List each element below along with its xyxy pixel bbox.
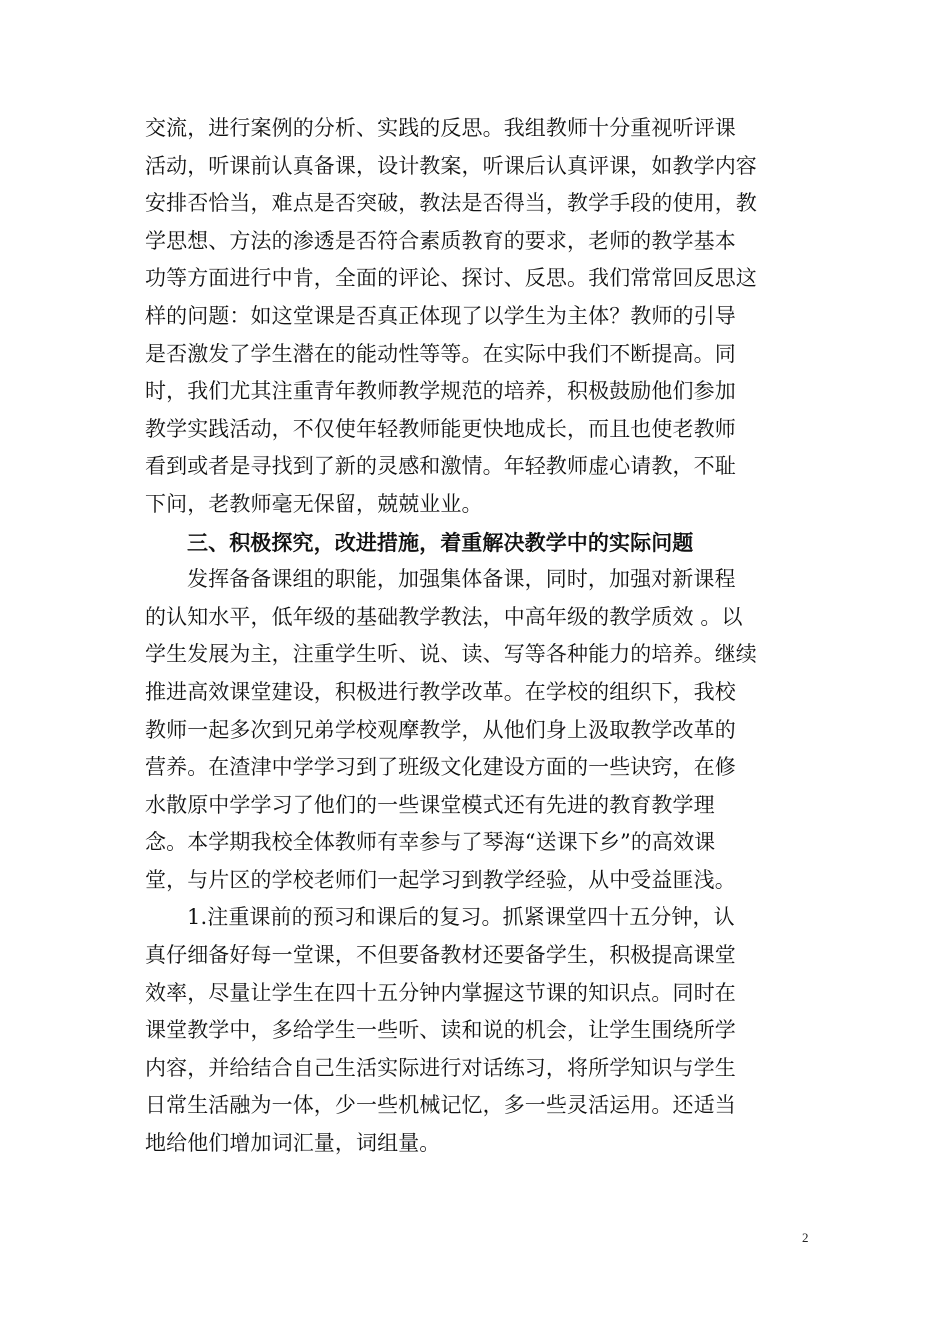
page-number: 2 — [802, 1230, 809, 1245]
body-text — [145, 110, 815, 1163]
text-line: 安排否恰当，难点是否突破，教法是否得当，教学手段的使用，教 — [145, 191, 757, 216]
text-line: 效率，尽量让学生在四十五分钟内掌握这节课的知识点。同时在 — [145, 980, 736, 1005]
section-heading: 三、积极探究，改进措施，着重解决教学中的实际问题 — [187, 529, 694, 555]
text-line: 样的问题：如这堂课是否真正体现了以学生为主体？教师的引导 — [145, 303, 736, 328]
text-line: 交流，进行案例的分析、实践的反思。我组教师十分重视听评课 — [145, 116, 736, 140]
text-line: 营养。在渣津中学学习到了班级文化建设方面的一些诀窍，在修 — [145, 755, 736, 780]
text-line: 念。本学期我校全体教师有幸参与了琴海“送课下乡”的高效课 — [145, 830, 716, 855]
text-line: 堂，与片区的学校老师们一起学习到教学经验，从中受益匪浅。 — [145, 867, 736, 892]
text-line: 发挥备备课组的职能，加强集体备课，同时，加强对新课程 — [187, 567, 736, 592]
text-line: 教学实践活动，不仅使年轻教师能更快地成长，而且也使老教师 — [145, 416, 736, 441]
text-line: 推进高效课堂建设，积极进行教学改革。在学校的组织下，我校 — [145, 679, 736, 704]
text-line: 真仔细备好每一堂课，不但要备教材还要备学生，积极提高课堂 — [145, 943, 736, 968]
text-line: 日常生活融为一体，少一些机械记忆，多一些灵活运用。还适当 — [145, 1093, 736, 1118]
text-line: 水散原中学学习了他们的一些课堂模式还有先进的教育教学理 — [145, 792, 715, 817]
text-line: 下问，老教师毫无保留，兢兢业业。 — [145, 491, 483, 516]
text-line: 看到或者是寻找到了新的灵感和激情。年轻教师虚心请教，不耻 — [145, 454, 736, 479]
text-line: 活动，听课前认真备课，设计教案，听课后认真评课，如教学内容 — [145, 153, 757, 178]
text-line: 功等方面进行中肯，全面的评论、探讨、反思。我们常常回反思这 — [145, 266, 757, 291]
text-line: 的认知水平，低年级的基础教学教法，中高年级的教学质效 。以 — [145, 604, 743, 629]
text-line: 学生发展为主，注重学生听、说、读、写等各种能力的培养。继续 — [145, 642, 757, 667]
text-line: 内容，并给结合自己生活实际进行对话练习，将所学知识与学生 — [145, 1055, 736, 1080]
text-line: 课堂教学中，多给学生一些听、读和说的机会，让学生围绕所学 — [145, 1018, 736, 1043]
text-line: 时，我们尤其注重青年教师教学规范的培养，积极鼓励他们参加 — [145, 379, 736, 404]
text-line: 学思想、方法的渗透是否符合素质教育的要求，老师的教学基本 — [145, 228, 736, 253]
text-line: 教师一起多次到兄弟学校观摩教学，从他们身上汲取教学改革的 — [145, 717, 736, 742]
text-line: 地给他们增加词汇量，词组量。 — [145, 1131, 441, 1156]
text-line: 是否激发了学生潜在的能动性等等。在实际中我们不断提高。同 — [145, 341, 736, 366]
text-line: 1.注重课前的预习和课后的复习。抓紧课堂四十五分钟，认 — [187, 905, 735, 930]
